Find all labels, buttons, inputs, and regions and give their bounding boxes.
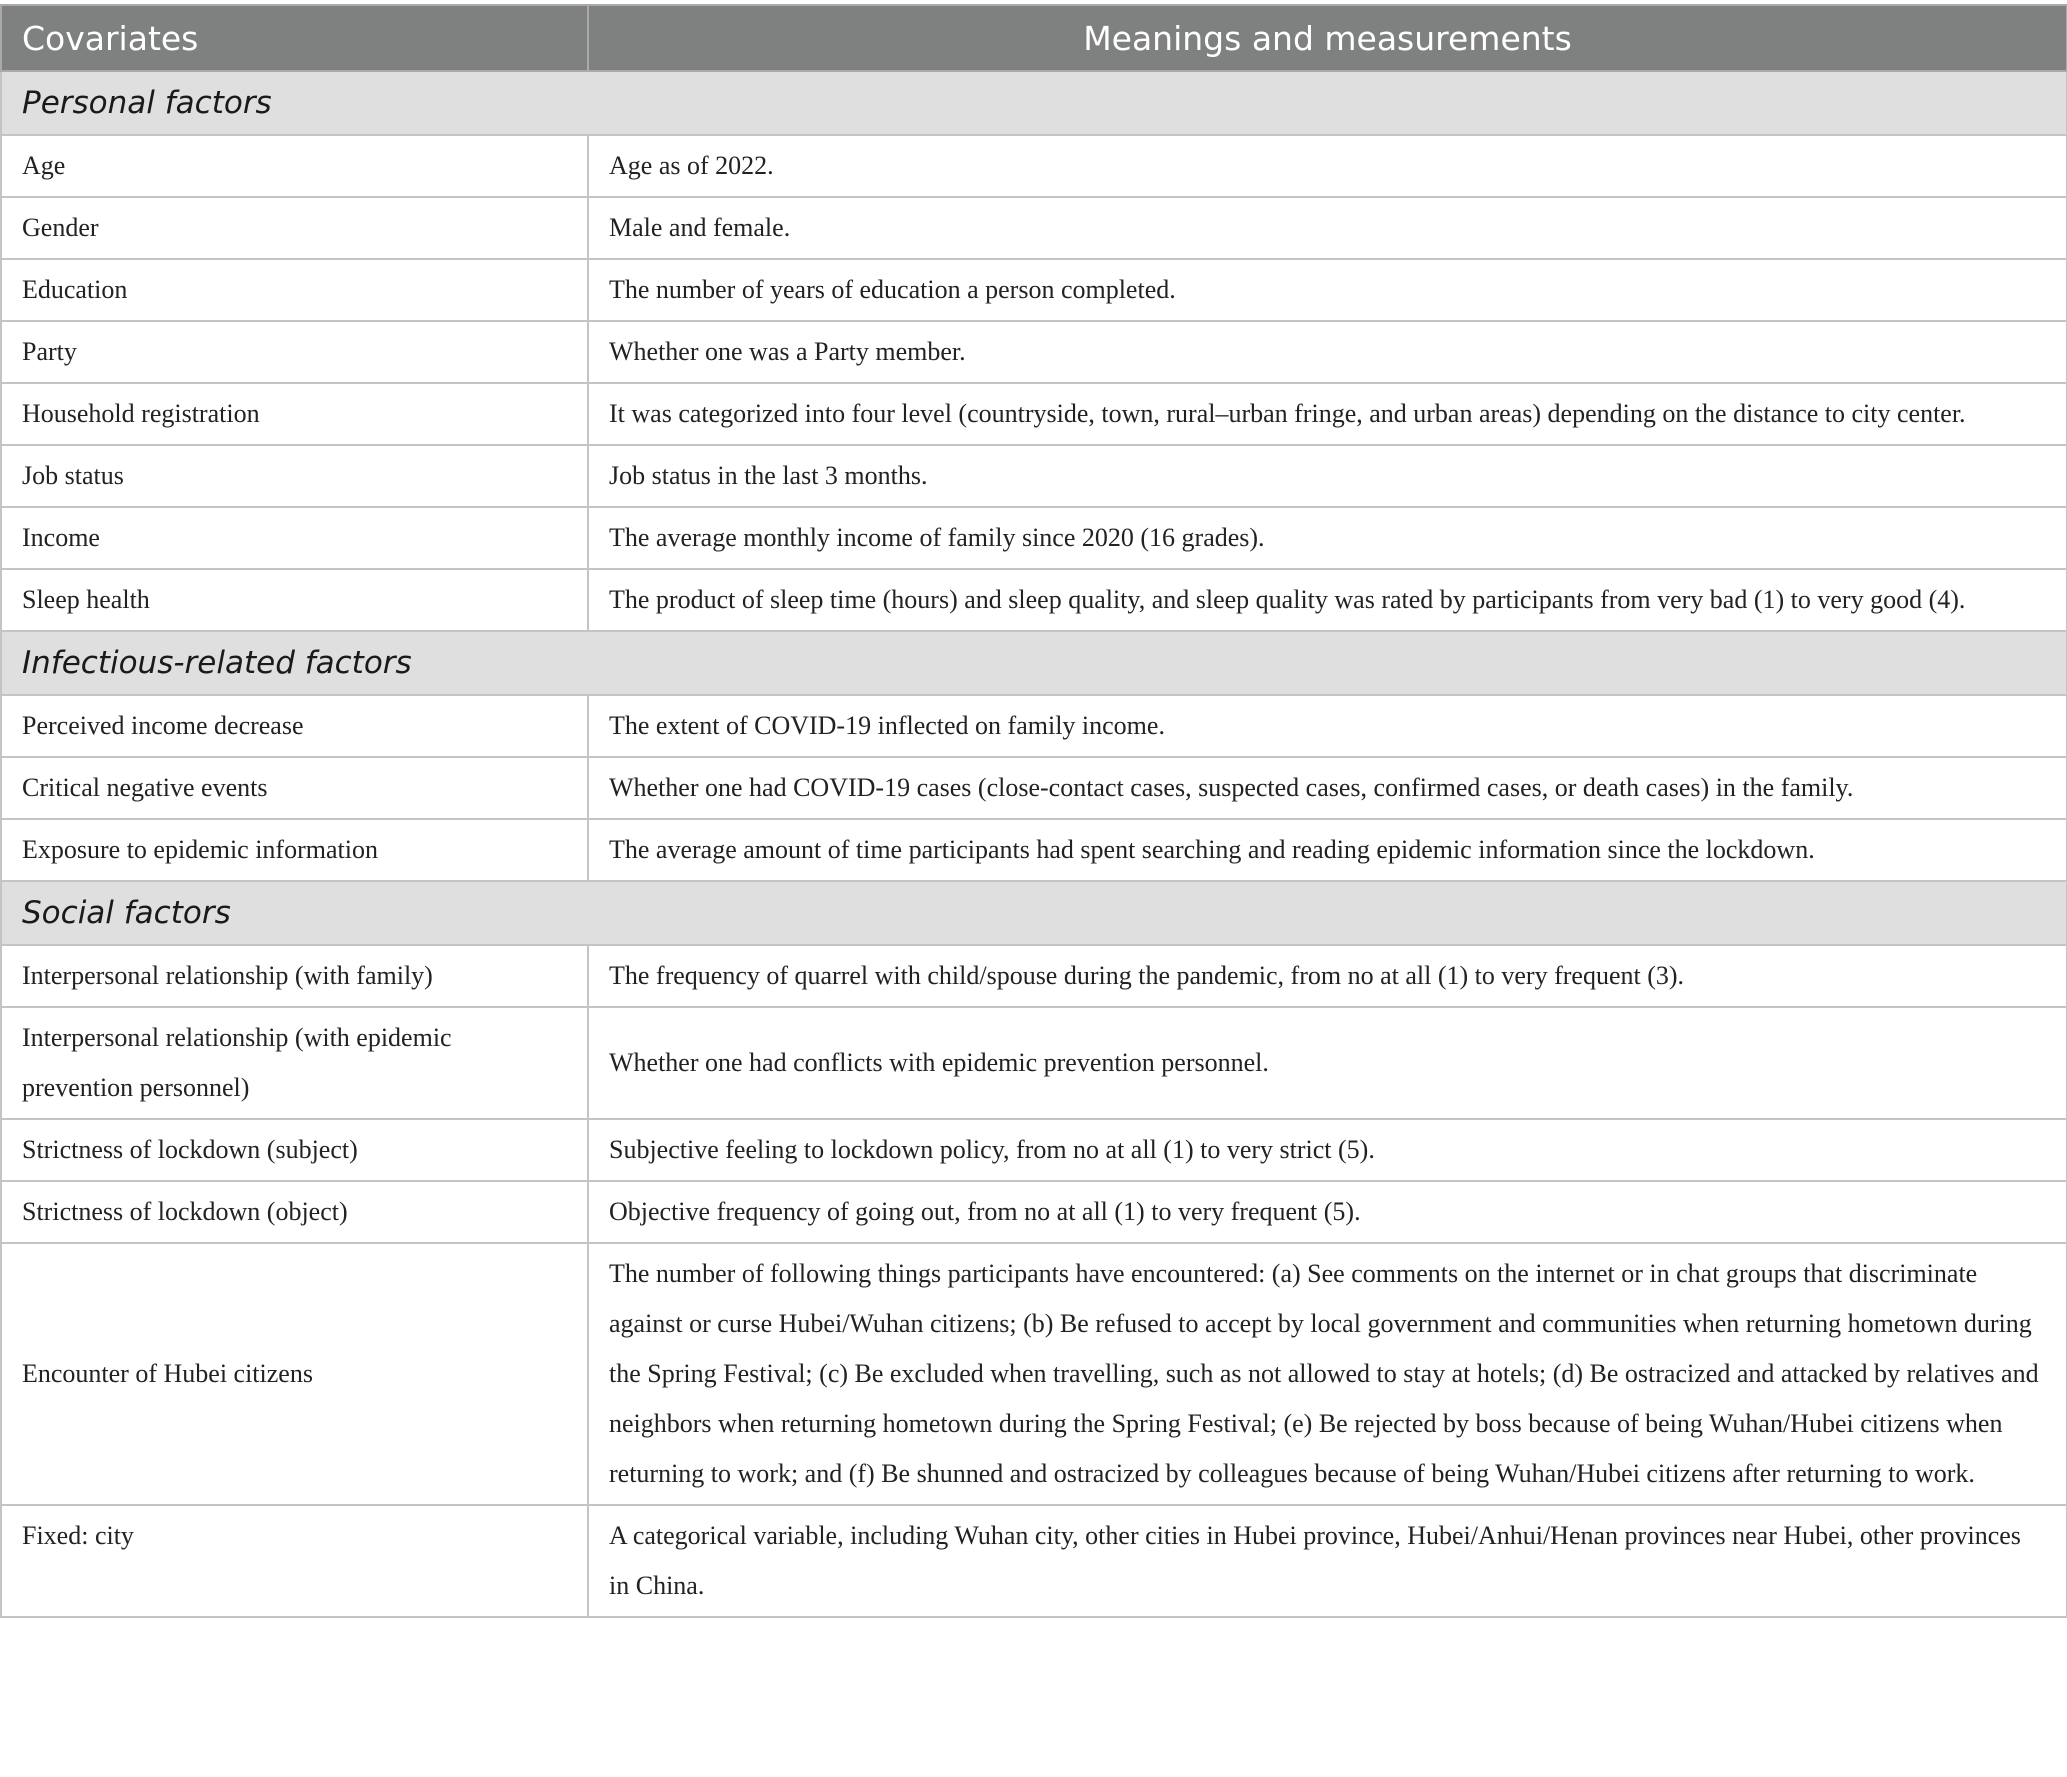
covariate-cell: Education [1, 259, 588, 321]
covariate-cell: Income [1, 507, 588, 569]
meaning-cell: A categorical variable, including Wuhan city, other cities in Hubei province, Hubei/Anhui/Henan provinces near Hubei, other provinces in China. [588, 1505, 2067, 1617]
section-social-factors [1, 881, 2067, 945]
meaning-cell: The number of years of education a person completed. [588, 259, 2067, 321]
covariate-cell: Interpersonal relationship (with epidemic prevention personnel) [1, 1007, 588, 1119]
covariate-cell: Fixed: city [1, 1505, 588, 1617]
covariate-cell: Strictness of lockdown (subject) [1, 1119, 588, 1181]
section-title: Social factors [1, 881, 2067, 945]
table-row [1, 259, 2067, 321]
meaning-cell: The number of following things participants have encountered: (a) See comments on the internet or in chat groups that discriminate against or curse Hubei/Wuhan citizens; (b) Be refused to accept by local government and communities when returning hometown during the Spring Festival; (c) Be excluded when travelling, such as not allowed to stay at hotels; (d) Be ostracized and attacked by relatives and neighbors when returning hometown during the Spring Festival; (e) Be rejected by boss because of being Wuhan/Hubei citizens when returning to work; and (f) Be shunned and ostracized by colleagues because of being Wuhan/Hubei citizens after returning to work. [588, 1243, 2067, 1505]
meaning-cell: The average amount of time participants had spent searching and reading epidemic information since the lockdown. [588, 819, 2067, 881]
section-personal-factors [1, 71, 2067, 135]
meaning-cell: The average monthly income of family since 2020 (16 grades). [588, 507, 2067, 569]
table-row [1, 383, 2067, 445]
covariate-cell: Interpersonal relationship (with family) [1, 945, 588, 1007]
covariate-cell: Encounter of Hubei citizens [1, 1243, 588, 1505]
table-row [1, 757, 2067, 819]
meaning-cell: Job status in the last 3 months. [588, 445, 2067, 507]
table-row [1, 569, 2067, 631]
table-row [1, 135, 2067, 197]
section-infectious-related-factors [1, 631, 2067, 695]
table-row [1, 1505, 2067, 1617]
table-row [1, 507, 2067, 569]
table-row [1, 1181, 2067, 1243]
header-covariates: Covariates [1, 5, 588, 71]
table-row [1, 321, 2067, 383]
covariate-cell: Household registration [1, 383, 588, 445]
meaning-cell: Whether one had conflicts with epidemic prevention personnel. [588, 1007, 2067, 1119]
covariate-cell: Sleep health [1, 569, 588, 631]
table-row [1, 1007, 2067, 1119]
meaning-cell: It was categorized into four level (countryside, town, rural–urban fringe, and urban areas) depending on the distance to city center. [588, 383, 2067, 445]
meaning-cell: Objective frequency of going out, from no at all (1) to very frequent (5). [588, 1181, 2067, 1243]
meaning-cell: Male and female. [588, 197, 2067, 259]
header-row [1, 5, 2067, 71]
meaning-cell: The frequency of quarrel with child/spouse during the pandemic, from no at all (1) to very frequent (3). [588, 945, 2067, 1007]
table-row [1, 695, 2067, 757]
covariate-cell: Perceived income decrease [1, 695, 588, 757]
covariate-cell: Critical negative events [1, 757, 588, 819]
table-row [1, 1243, 2067, 1505]
covariate-cell: Strictness of lockdown (object) [1, 1181, 588, 1243]
covariates-table [0, 4, 2067, 1618]
meaning-cell: Age as of 2022. [588, 135, 2067, 197]
covariate-cell: Age [1, 135, 588, 197]
table-row [1, 1119, 2067, 1181]
table-row [1, 197, 2067, 259]
section-title: Personal factors [1, 71, 2067, 135]
meaning-cell: The product of sleep time (hours) and sleep quality, and sleep quality was rated by participants from very bad (1) to very good (4). [588, 569, 2067, 631]
meaning-cell: The extent of COVID-19 inflected on family income. [588, 695, 2067, 757]
meaning-cell: Whether one was a Party member. [588, 321, 2067, 383]
section-title: Infectious-related factors [1, 631, 2067, 695]
header-meanings: Meanings and measurements [588, 5, 2067, 71]
table-row [1, 819, 2067, 881]
covariate-cell: Party [1, 321, 588, 383]
covariate-cell: Gender [1, 197, 588, 259]
meaning-cell: Whether one had COVID-19 cases (close-contact cases, suspected cases, confirmed cases, or death cases) in the family. [588, 757, 2067, 819]
meaning-cell: Subjective feeling to lockdown policy, from no at all (1) to very strict (5). [588, 1119, 2067, 1181]
table-row [1, 945, 2067, 1007]
covariate-cell: Exposure to epidemic information [1, 819, 588, 881]
covariate-cell: Job status [1, 445, 588, 507]
table-row [1, 445, 2067, 507]
